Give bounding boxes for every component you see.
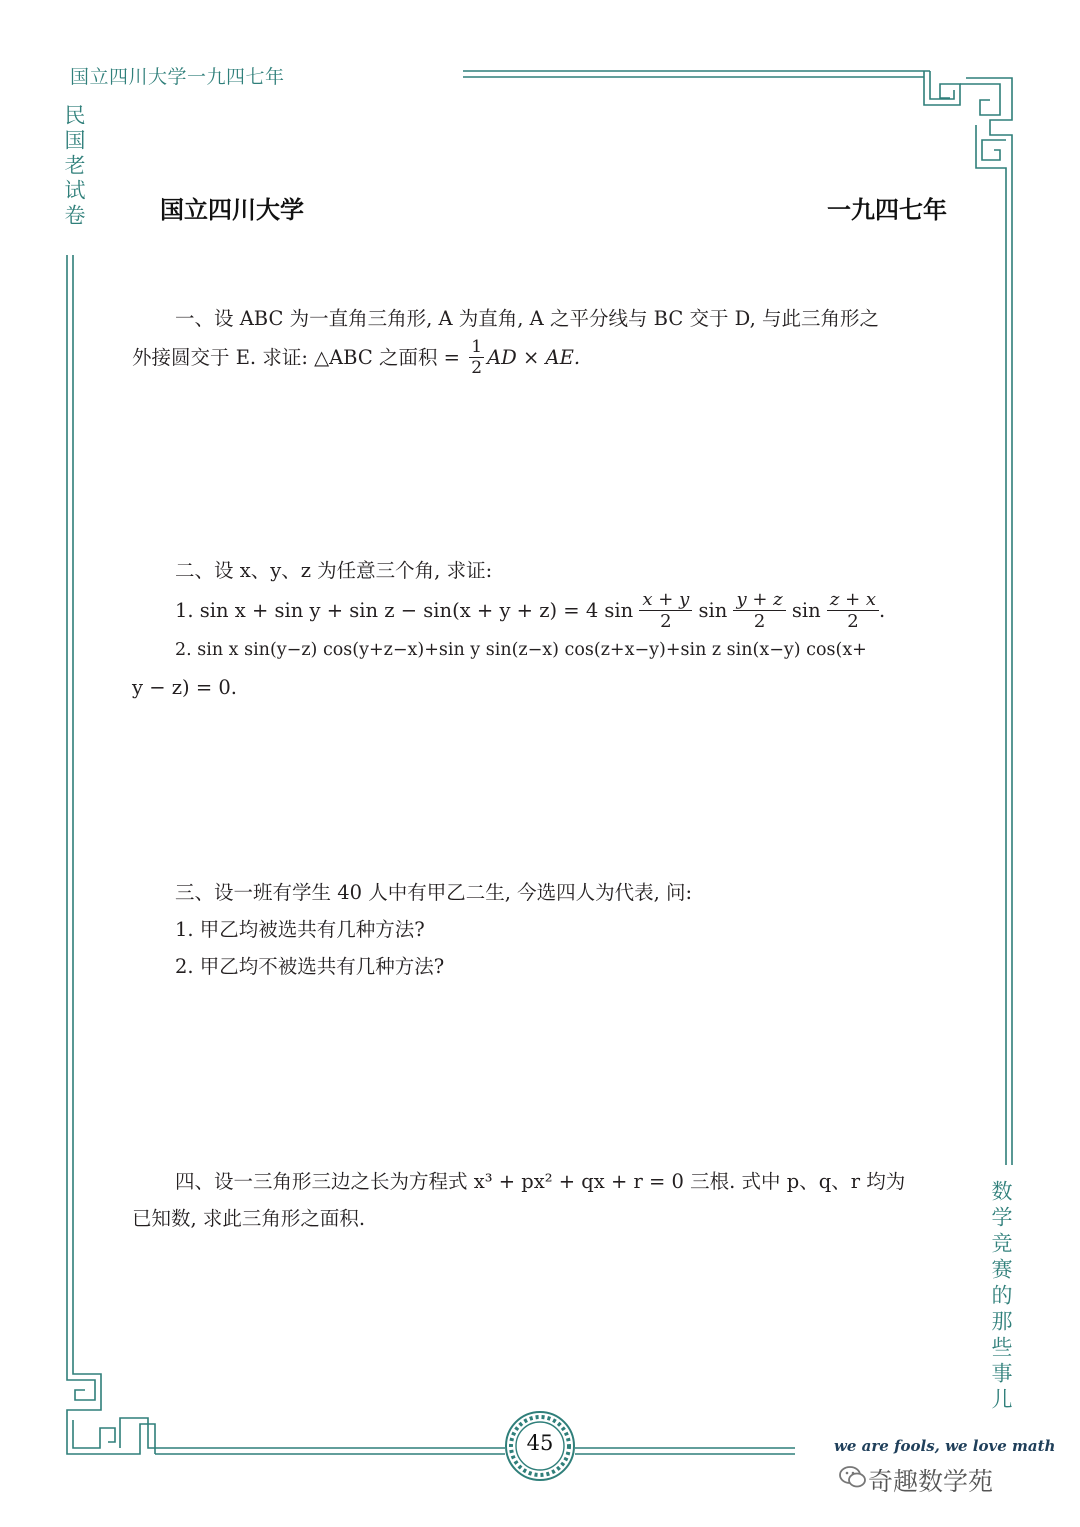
question-2-item-1 — [132, 589, 950, 632]
question-1-line2-prefix: 外接圆交于 E. 求证: △ABC 之面积 = — [132, 346, 467, 369]
q2-item1-mid2: sin — [785, 599, 827, 622]
page-number: 45 — [526, 1431, 554, 1455]
question-1-line1: 一、设 ABC 为一直角三角形, A 为直角, A 之平分线与 BC 交于 D, 与此三角形之 — [175, 307, 879, 330]
question-2-item-2-line1: 2. sin x sin(y−z) cos(y+z−x)+sin y sin(z−x) cos(z+x−y)+sin z sin(x−y) cos(x+ — [175, 640, 867, 660]
fraction-y-plus-z — [733, 589, 785, 632]
watermark-text: 奇趣数学苑 — [868, 1467, 994, 1496]
question-1 — [132, 300, 950, 378]
question-1-line2 — [132, 337, 950, 378]
q2-item1-mid1: sin — [692, 599, 734, 622]
question-3-intro: 三、设一班有学生 40 人中有甲乙二生, 今选四人为代表, 问: — [175, 881, 693, 904]
footer-slogan: we are fools, we love math — [834, 1437, 1056, 1455]
page-title-year: 一九四七年 — [827, 196, 947, 224]
question-3-item-1: 1. 甲乙均被选共有几种方法? — [175, 918, 425, 941]
question-3 — [132, 874, 950, 985]
question-4-line1: 四、设一三角形三边之长为方程式 x³ + px² + qx + r = 0 三根. 式中 p、q、r 均为 — [175, 1170, 906, 1193]
fraction-one-half — [469, 337, 484, 378]
fraction-numerator: y + z — [733, 589, 785, 611]
side-label-left: 民国老试卷 — [62, 104, 86, 229]
side-label-right: 数学竞赛的那些事儿 — [989, 1180, 1013, 1414]
fraction-denominator: 2 — [660, 611, 672, 632]
question-2 — [132, 552, 950, 706]
header-running-title: 国立四川大学一九四七年 — [70, 66, 285, 88]
question-1-line2-suffix: AD × AE. — [487, 346, 581, 369]
fret-corner-icon — [67, 1360, 155, 1454]
fraction-numerator: x + y — [639, 589, 692, 611]
q2-item1-prefix: 1. sin x + sin y + sin z − sin(x + y + z) = 4 sin — [175, 599, 640, 622]
fret-corner-icon — [924, 71, 1012, 178]
question-4 — [132, 1163, 950, 1237]
question-3-item-2: 2. 甲乙均不被选共有几种方法? — [175, 955, 445, 978]
fraction-denominator: 2 — [847, 611, 859, 632]
page-title-school: 国立四川大学 — [160, 196, 304, 224]
question-4-line2: 已知数, 求此三角形之面积. — [132, 1207, 366, 1230]
fraction-numerator: z + x — [827, 589, 879, 611]
wechat-icon — [838, 1462, 868, 1492]
fraction-denominator: 2 — [753, 611, 766, 632]
fraction-denominator: 2 — [471, 358, 483, 378]
question-2-item-2-line2: y − z) = 0. — [132, 676, 237, 699]
fraction-numerator: 1 — [471, 337, 483, 357]
q2-item1-end: . — [879, 599, 886, 622]
fraction-z-plus-x — [827, 589, 879, 632]
question-2-intro: 二、设 x、y、z 为任意三个角, 求证: — [175, 559, 493, 582]
fraction-x-plus-y — [639, 589, 692, 632]
